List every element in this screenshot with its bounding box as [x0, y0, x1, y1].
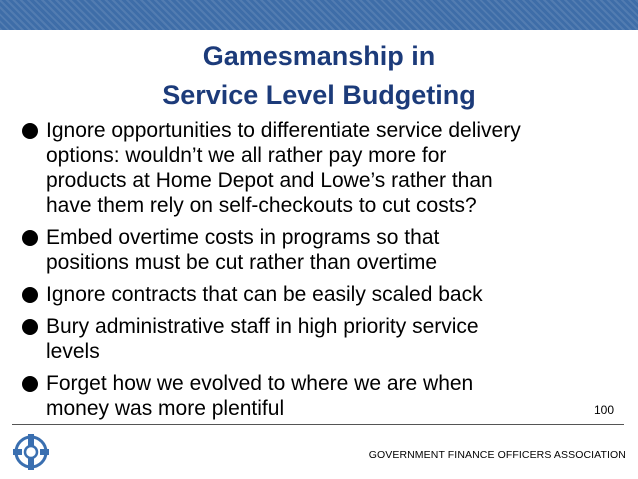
- bullet-dot-icon: [20, 374, 40, 394]
- bullet-list: [20, 118, 620, 428]
- bullet-line: Forget how we evolved to where we are when: [46, 372, 474, 395]
- gfoa-logo-icon: [12, 432, 50, 472]
- slide-number: 100: [594, 403, 615, 417]
- bullet-line: have them rely on self-checkouts to cut costs?: [46, 194, 477, 217]
- bullet-dot-icon: [20, 121, 40, 141]
- bullet-dot-icon: [20, 285, 40, 305]
- slide-title-line-1: Gamesmanship in: [202, 41, 436, 71]
- header-bar: [0, 0, 638, 30]
- bullet-item: [20, 282, 620, 307]
- bullet-line: options: wouldn’t we all rather pay more for: [46, 144, 447, 167]
- footer-divider: [12, 424, 624, 425]
- bullet-line: Ignore opportunities to differentiate service delivery: [46, 119, 521, 142]
- bullet-item: [20, 118, 620, 218]
- bullet-line: money was more plentiful: [46, 397, 285, 420]
- bullet-item: [20, 371, 620, 421]
- bullet-line: Embed overtime costs in programs so that: [46, 226, 440, 249]
- bullet-item: [20, 225, 620, 275]
- bullet-dot-icon: [20, 317, 40, 337]
- slide-title-line-2: Service Level Budgeting: [162, 80, 476, 110]
- bullet-item: [20, 314, 620, 364]
- bullet-line: levels: [46, 340, 100, 363]
- bullet-line: Bury administrative staff in high priority service: [46, 315, 479, 338]
- footer-organization: GOVERNMENT FINANCE OFFICERS ASSOCIATION: [368, 449, 626, 461]
- bullet-line: positions must be cut rather than overtime: [46, 251, 438, 274]
- bullet-line: products at Home Depot and Lowe’s rather than: [46, 169, 493, 192]
- bullet-line: Ignore contracts that can be easily scaled back: [46, 283, 483, 306]
- bullet-dot-icon: [20, 228, 40, 248]
